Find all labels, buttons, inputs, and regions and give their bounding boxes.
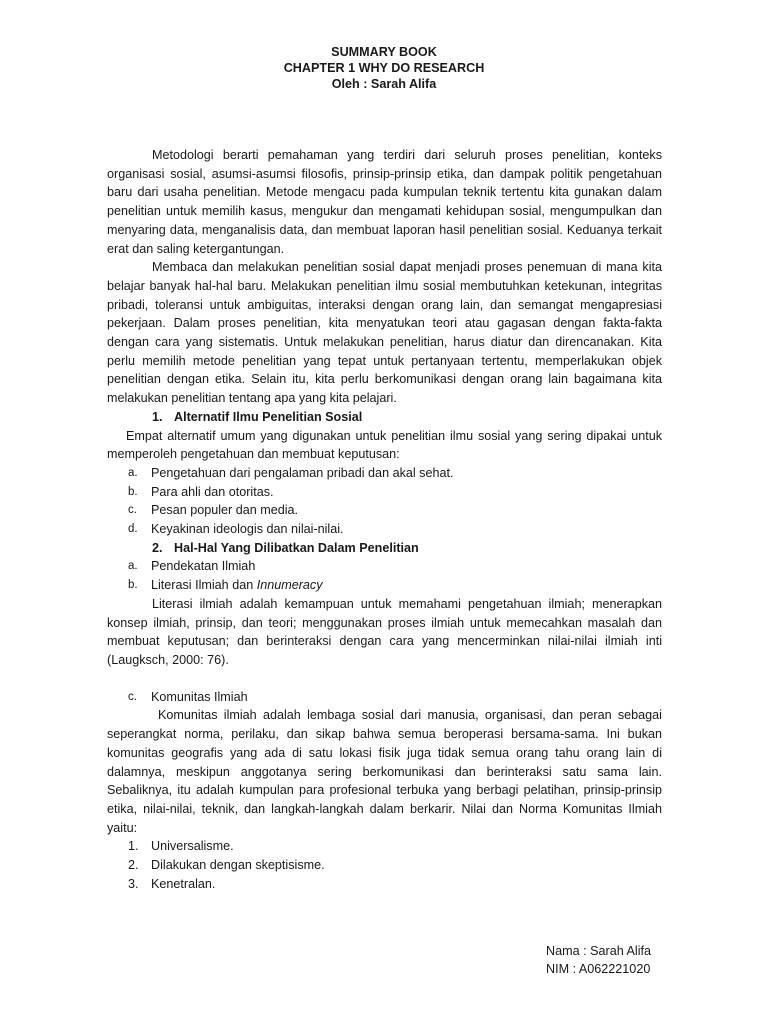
list-item	[107, 557, 662, 576]
list-item-text: Komunitas Ilmiah	[151, 689, 248, 704]
section-1-list	[107, 464, 662, 539]
author-footer	[546, 942, 651, 978]
list-item	[107, 464, 662, 483]
literasi-paragraph: Literasi ilmiah adalah kemampuan untuk memahami pengetahuan ilmiah; menerapkan konsep ilmiah, prinsip, dan teori; menggunakan proses ilmiah untuk memecahkan masalah dan membuat keputusan; dan berinteraksi dengan cara yang mencerminkan nilai-nilai ilmiah inti (Laugksch, 2000: 76).	[107, 596, 662, 667]
document-title	[0, 44, 768, 92]
section-2-list-ab	[107, 557, 662, 594]
list-marker: b.	[128, 579, 138, 592]
list-item	[107, 837, 662, 856]
list-item	[107, 875, 662, 894]
section-2-title: Hal-Hal Yang Dilibatkan Dalam Penelitian	[174, 540, 419, 555]
section-1-number: 1.	[152, 409, 163, 424]
list-item-text: Universalisme.	[151, 839, 234, 854]
title-line-3: Oleh : Sarah Alifa	[331, 77, 437, 91]
list-item	[107, 483, 662, 502]
document-body	[107, 146, 662, 893]
list-marker: 2.	[128, 858, 139, 873]
author-nim: NIM : A062221020	[546, 962, 651, 976]
list-marker: 1.	[128, 839, 139, 854]
list-item	[107, 688, 662, 707]
komunitas-paragraph: Komunitas ilmiah adalah lembaga sosial dari manusia, organisasi, dan peran sebagai seperangkat norma, perilaku, dan sikap bahwa semua beroperasi bersama-sama. Ini bukan komunitas geografis yang ada di satu lokasi fisik juga tidak semua orang tahu orang lain di dalamnya, meskipun anggotanya sering berkomunikasi dan berinteraksi satu sama lain. Sebaliknya, itu adalah kumpulan para profesional terbuka yang berbagi pelatihan, prinsip-prinsip etika, nilai-nilai, teknik, dan langkah-langkah dalam berkarir. Nilai dan Norma Komunitas Ilmiah yaitu:	[107, 708, 662, 835]
list-item	[107, 501, 662, 520]
list-item-text: Keyakinan ideologis dan nilai-nilai.	[151, 522, 344, 537]
list-item	[107, 520, 662, 539]
section-1-intro: Empat alternatif umum yang digunakan untuk penelitian ilmu sosial yang sering dipakai untuk memperoleh pengetahuan dan membuat keputusan:	[107, 428, 662, 462]
section-1-title: Alternatif Ilmu Penelitian Sosial	[174, 409, 363, 424]
list-item	[107, 856, 662, 875]
list-marker: 3.	[128, 876, 139, 891]
title-line-1: SUMMARY BOOK	[331, 45, 437, 59]
paragraph-1: Metodologi berarti pemahaman yang terdiri dari seluruh proses penelitian, konteks organisasi sosial, asumsi-asumsi filosofis, prinsip-prinsip etika, dan dampak politik pengetahuan baru dari usaha penelitian. Metode mengacu pada kumpulan teknik tertentu kita gunakan dalam penelitian untuk memilih kasus, mengukur dan mengamati kehidupan sosial, mengumpulkan dan menyaring data, menganalisis data, dan membuat laporan hasil penelitian sosial. Keduanya terkait erat dan saling ketergantungan.	[107, 148, 662, 256]
section-2-heading	[107, 539, 662, 558]
spacer	[107, 670, 662, 688]
list-item	[107, 576, 662, 595]
list-item-text: Kenetralan.	[151, 876, 216, 891]
list-item-italic: Innumeracy	[256, 578, 323, 593]
list-item-text: Dilakukan dengan skeptisisme.	[151, 858, 325, 873]
list-marker: a.	[128, 560, 138, 573]
list-marker: c.	[128, 690, 137, 703]
section-2-number: 2.	[152, 540, 163, 555]
paragraph-2: Membaca dan melakukan penelitian sosial dapat menjadi proses penemuan di mana kita belajar banyak hal-hal baru. Melakukan penelitian ilmu sosial membutuhkan ketekunan, integritas pribadi, toleransi untuk ambiguitas, interaksi dengan orang lain, dan semangat mengapresiasi pekerjaan. Dalam proses penelitian, kita menyatukan teori atau gagasan dengan fakta-fakta dengan cara yang sistematis. Untuk melakukan penelitian, harus diatur dan direncanakan. Kita perlu memilih metode penelitian yang tepat untuk pertanyaan tertentu, memperlakukan objek penelitian dengan etika. Selain itu, kita perlu berkomunikasi dengan orang lain bagaimana kita melakukan penelitian tentang apa yang kita pelajari.	[107, 260, 662, 406]
norms-list	[107, 837, 662, 893]
section-1-heading	[107, 408, 662, 427]
list-item-text: Pesan populer dan media.	[151, 503, 299, 518]
list-marker: a.	[128, 466, 138, 479]
list-item-text: Literasi Ilmiah dan	[151, 578, 257, 593]
list-item-text: Para ahli dan otoritas.	[151, 484, 274, 499]
author-name: Nama : Sarah Alifa	[546, 944, 651, 958]
list-item-text: Pendekatan Ilmiah	[151, 559, 256, 574]
list-marker: c.	[128, 504, 137, 517]
title-line-2: CHAPTER 1 WHY DO RESEARCH	[283, 61, 485, 75]
list-marker: b.	[128, 485, 138, 498]
section-2-list-c	[107, 688, 662, 707]
list-item-text: Pengetahuan dari pengalaman pribadi dan akal sehat.	[151, 465, 454, 480]
list-marker: d.	[128, 523, 138, 536]
